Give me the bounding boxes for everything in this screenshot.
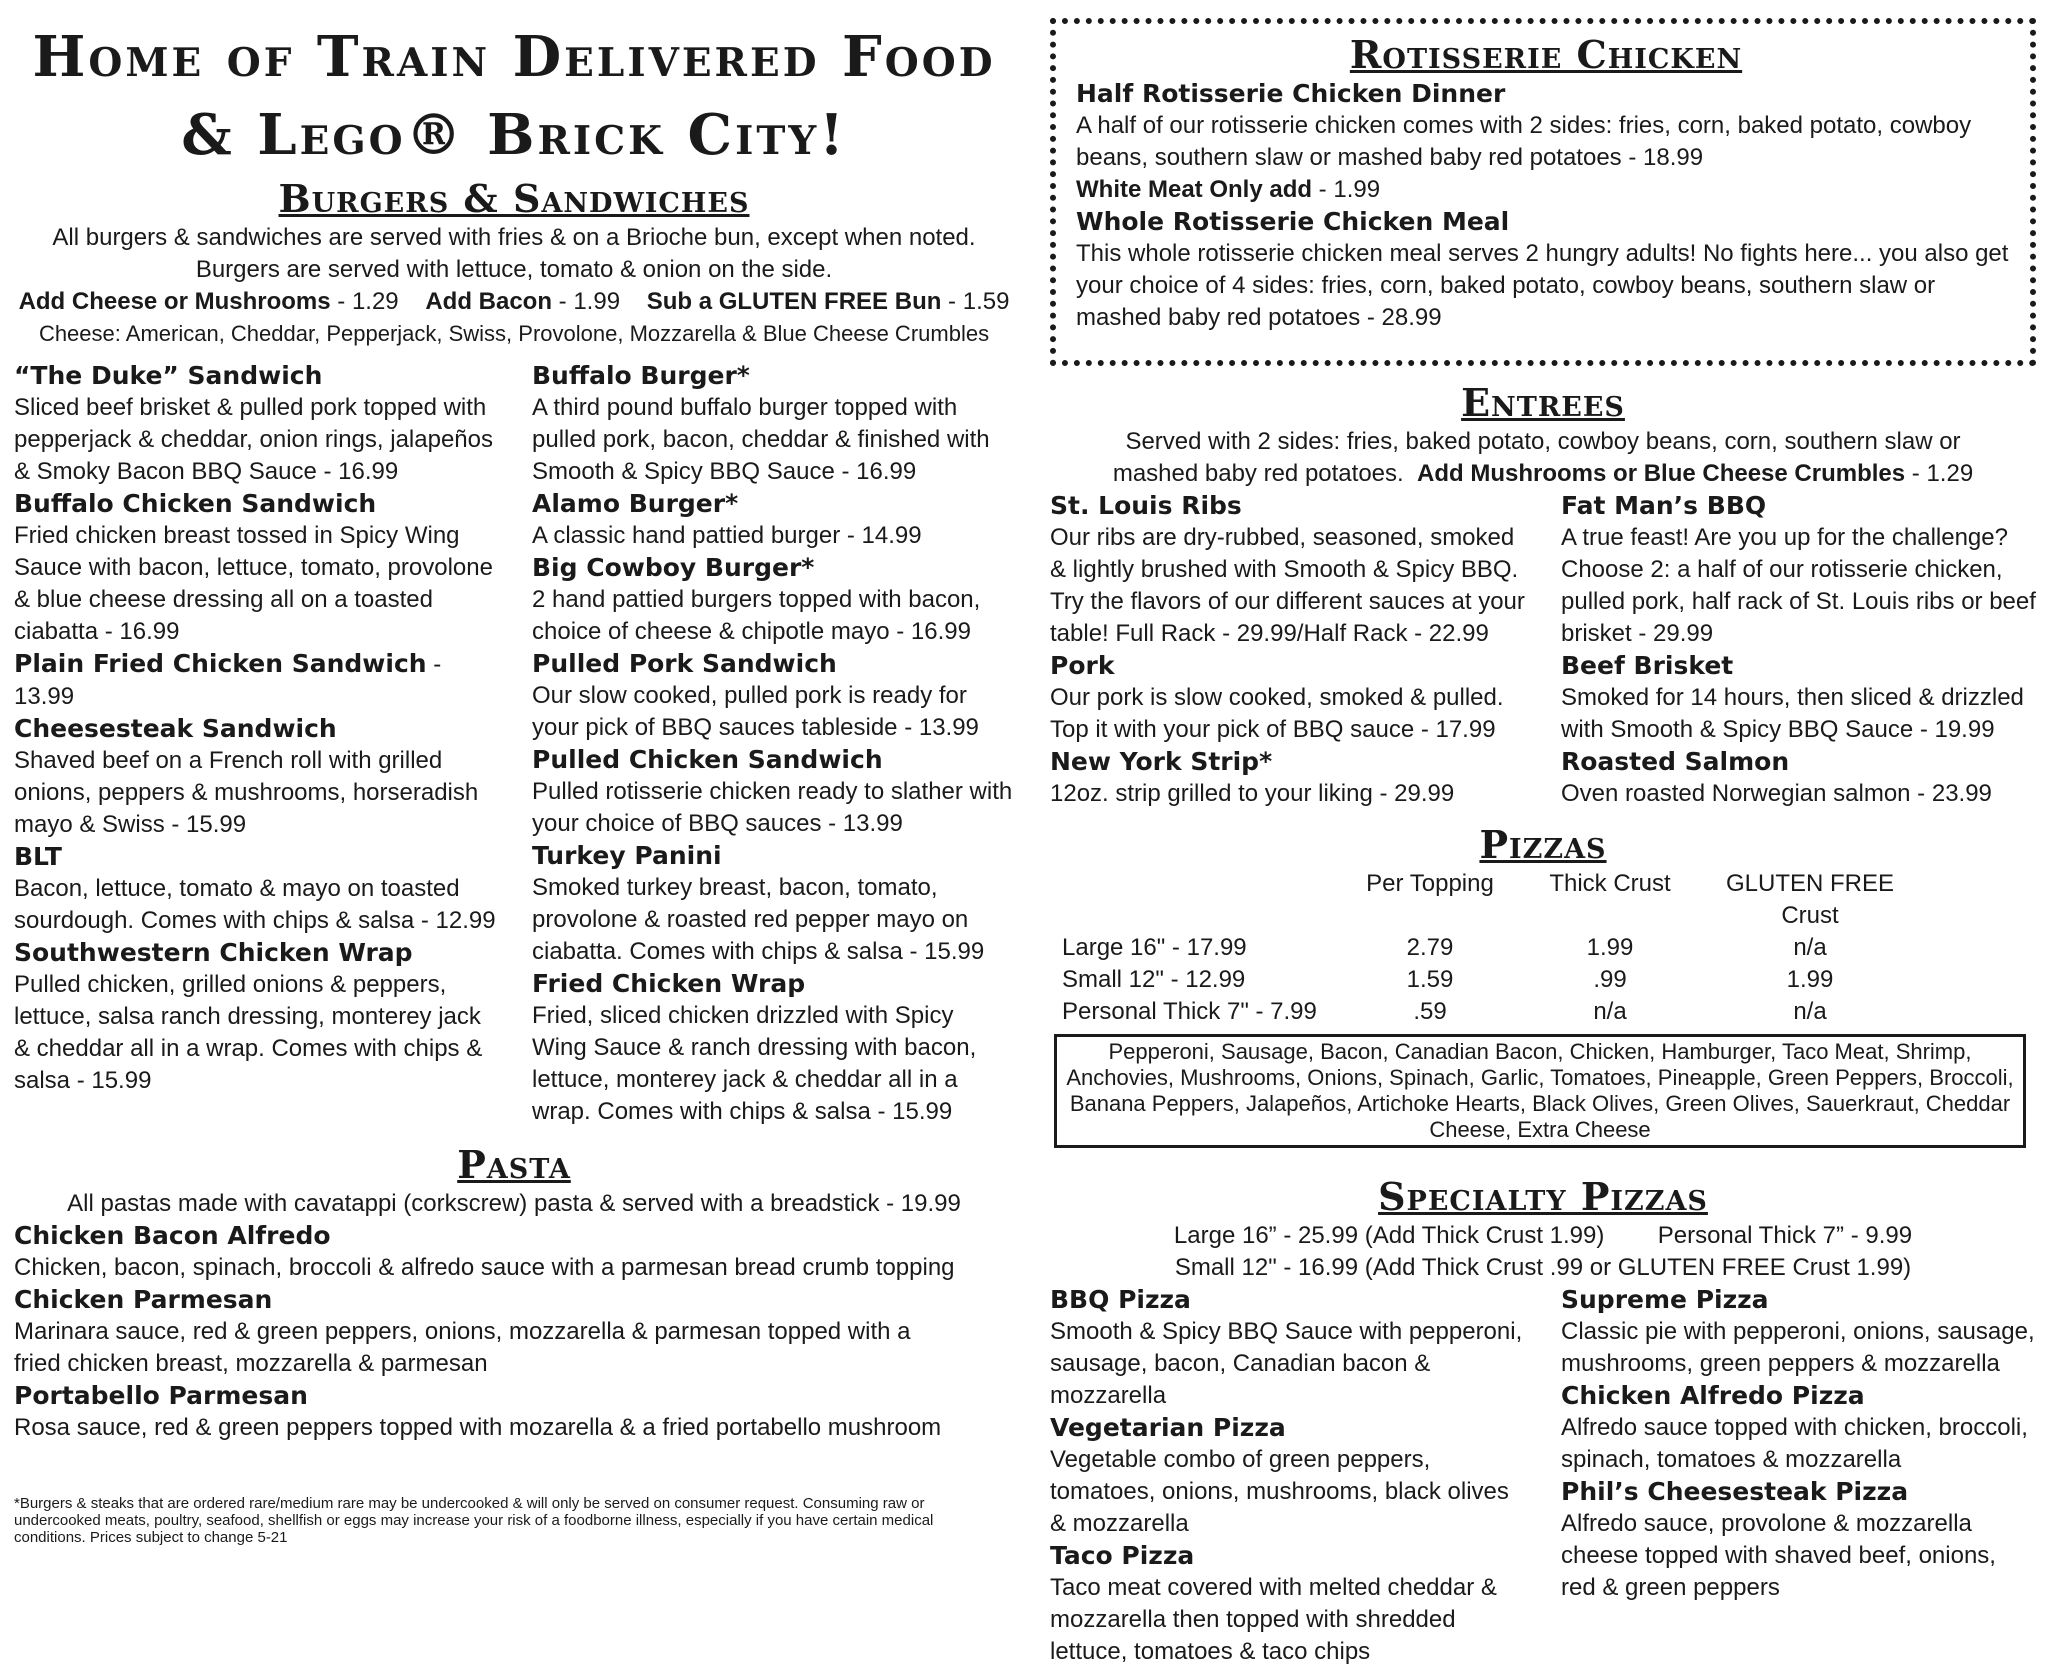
item-name: BLT xyxy=(14,842,62,871)
item-desc: Taco meat covered with melted cheddar & mozzarella then topped with shredded lettuce, tomatoes & taco chips xyxy=(1050,1574,1497,1665)
burgers-addons xyxy=(14,286,1014,318)
addon-bacon-price: - 1.99 xyxy=(552,288,621,315)
entrees-list-right xyxy=(1561,490,2036,810)
item-name: Roasted Salmon xyxy=(1561,747,1790,776)
item-desc: Oven roasted Norwegian salmon - 23.99 xyxy=(1561,780,1992,807)
item-desc: 2 hand pattied burgers topped with bacon, choice of cheese & chipotle mayo - 16.99 xyxy=(532,586,981,645)
table-row xyxy=(1050,996,2036,1028)
item-name: Whole Rotisserie Chicken Meal xyxy=(1076,207,1510,236)
entrees-intro-2 xyxy=(1050,458,2036,490)
item-desc: A third pound buffalo burger topped with pulled pork, bacon, cheddar & finished with Smooth & Spicy BBQ Sauce - 16.99 xyxy=(532,394,990,485)
pasta-list xyxy=(14,1220,1014,1444)
table-cell: 1.59 xyxy=(1406,966,1454,993)
menu-item xyxy=(14,1284,1014,1380)
menu-item xyxy=(1050,1284,1525,1412)
cheese-options: Cheese: American, Cheddar, Pepperjack, Swiss, Provolone, Mozzarella & Blue Cheese Crumbles xyxy=(38,321,990,346)
addon-price: - 1.99 xyxy=(1312,176,1381,203)
menu-item xyxy=(1050,490,1525,650)
entrees-list-left xyxy=(1050,490,1525,810)
entrees-intro-1: Served with 2 sides: fries, baked potato, cowboy beans, corn, southern slaw or xyxy=(1125,428,1961,455)
table-cell: 1.99 xyxy=(1586,934,1634,961)
specialty-list-left xyxy=(1050,1284,1525,1668)
item-name: Pork xyxy=(1050,651,1115,680)
specialty-prices-1 xyxy=(1050,1220,2036,1252)
item-name: Fat Man’s BBQ xyxy=(1561,491,1767,520)
addon-cheese-price: - 1.29 xyxy=(330,288,399,315)
table-header-cell: Per Topping xyxy=(1366,870,1494,897)
item-name: Big Cowboy Burger* xyxy=(532,553,815,582)
menu-item xyxy=(14,1220,1014,1284)
table-header-cell: Thick Crust xyxy=(1549,870,1671,897)
item-desc: Smooth & Spicy BBQ Sauce with pepperoni, sausage, bacon, Canadian bacon & mozzarella xyxy=(1050,1318,1523,1409)
item-name: Southwestern Chicken Wrap xyxy=(14,938,413,967)
table-cell: n/a xyxy=(1593,998,1627,1025)
entrees-intro-sides: mashed baby red potatoes. xyxy=(1112,460,1404,487)
menu-item xyxy=(1050,746,1525,810)
item-name: Buffalo Chicken Sandwich xyxy=(14,489,377,518)
table-cell: n/a xyxy=(1793,998,1827,1025)
item-desc: - 13.99 xyxy=(14,651,442,710)
item-desc: A classic hand pattied burger - 14.99 xyxy=(532,522,922,549)
menu-item xyxy=(532,488,1014,552)
item-desc: Smoked turkey breast, bacon, tomato, provolone & roasted red pepper mayo on ciabatta. Comes with chips & salsa - 15.99 xyxy=(532,874,985,965)
menu-item xyxy=(14,713,496,841)
item-name: Fried Chicken Wrap xyxy=(532,969,806,998)
table-cell: .99 xyxy=(1593,966,1627,993)
item-name: Supreme Pizza xyxy=(1561,1285,1769,1314)
item-name: Half Rotisserie Chicken Dinner xyxy=(1076,79,1506,108)
item-name: Taco Pizza xyxy=(1050,1541,1195,1570)
item-desc: Smoked for 14 hours, then sliced & drizzled with Smooth & Spicy BBQ Sauce - 19.99 xyxy=(1561,684,2024,743)
pizza-table-header xyxy=(1050,868,2036,932)
entrees-list xyxy=(1050,490,2036,810)
item-name: Turkey Panini xyxy=(532,841,722,870)
addon-bacon-name: Add Bacon xyxy=(425,288,552,315)
specialty-price-large: Large 16” - 25.99 (Add Thick Crust 1.99) xyxy=(1173,1222,1605,1249)
menu-item xyxy=(1561,1284,2036,1380)
menu-item xyxy=(1050,650,1525,746)
pizza-price-table xyxy=(1050,868,2036,1028)
left-column xyxy=(14,18,1014,1546)
item-name: Beef Brisket xyxy=(1561,651,1734,680)
item-desc: Our ribs are dry-rubbed, seasoned, smoked & lightly brushed with Smooth & Spicy BBQ. Try the flavors of our different sauces at your table! Full Rack - 29.99/Half Rack - 22.99 xyxy=(1050,524,1525,647)
item-name: Chicken Parmesan xyxy=(14,1285,273,1314)
item-name: Chicken Bacon Alfredo xyxy=(14,1221,331,1250)
table-row xyxy=(1050,964,2036,996)
item-name: Portabello Parmesan xyxy=(14,1381,308,1410)
addon-gf-bun-name: Sub a GLUTEN FREE Bun xyxy=(646,288,942,315)
item-desc: Vegetable combo of green peppers, tomatoes, onions, mushrooms, black olives & mozzarella xyxy=(1050,1446,1509,1537)
item-desc: Pulled rotisserie chicken ready to slather with your choice of BBQ sauces - 13.99 xyxy=(532,778,1013,837)
menu-item xyxy=(14,1380,1014,1444)
table-header-cell xyxy=(1050,868,1340,932)
menu-item xyxy=(532,552,1014,648)
item-desc: A half of our rotisserie chicken comes with 2 sides: fries, corn, baked potato, cowboy beans, southern slaw or mashed baby red potatoes - 18.99 xyxy=(1076,112,1972,171)
white-meat-addon xyxy=(1076,174,2016,206)
item-name: Vegetarian Pizza xyxy=(1050,1413,1286,1442)
item-desc: Pulled chicken, grilled onions & peppers, lettuce, salsa ranch dressing, monterey jack & cheddar all in a wrap. Comes with chips & salsa - 15.99 xyxy=(14,971,483,1094)
menu-item xyxy=(532,840,1014,968)
item-desc: Marinara sauce, red & green peppers, onions, mozzarella & parmesan topped with a fried chicken breast, mozzarella & parmesan xyxy=(14,1318,911,1377)
addon-gf-bun-price: - 1.59 xyxy=(941,288,1010,315)
menu-item xyxy=(14,841,496,937)
item-desc: Shaved beef on a French roll with grilled onions, peppers & mushrooms, horseradish mayo & Swiss - 15.99 xyxy=(14,747,479,838)
pizzas-title: Pizzas xyxy=(1479,822,1607,867)
entrees-title: Entrees xyxy=(1461,380,1625,425)
burgers-list-left xyxy=(14,360,496,1128)
menu-item xyxy=(1561,650,2036,746)
table-cell: 1.99 xyxy=(1786,966,1834,993)
rotisserie-title: Rotisserie Chicken xyxy=(1349,32,1743,77)
item-name: Alamo Burger* xyxy=(532,489,739,518)
pasta-title: Pasta xyxy=(457,1142,571,1187)
menu-item xyxy=(1050,1412,1525,1540)
item-name: St. Louis Ribs xyxy=(1050,491,1242,520)
menu-item xyxy=(14,360,496,488)
table-cell: .59 xyxy=(1413,998,1447,1025)
specialty-list-right xyxy=(1561,1284,2036,1668)
burgers-title: Burgers & Sandwiches xyxy=(278,176,750,221)
table-header-cell: GLUTEN FREE Crust xyxy=(1725,870,1895,929)
menu-item xyxy=(1561,1476,2036,1604)
specialty-pizzas-title: Specialty Pizzas xyxy=(1378,1174,1708,1219)
item-desc: Our pork is slow cooked, smoked & pulled. Top it with your pick of BBQ sauce - 17.99 xyxy=(1050,684,1504,743)
menu-item xyxy=(14,937,496,1097)
banner-line-1: Home of Train Delivered Food xyxy=(32,24,996,90)
specialty-price-small: Small 12" - 16.99 (Add Thick Crust .99 or GLUTEN FREE Crust 1.99) xyxy=(1174,1254,1912,1281)
table-cell: n/a xyxy=(1793,934,1827,961)
table-cell: Small 12" - 12.99 xyxy=(1062,966,1246,993)
burgers-list-right xyxy=(532,360,1014,1128)
menu-item xyxy=(1561,1380,2036,1476)
table-cell: 2.79 xyxy=(1406,934,1454,961)
burgers-intro-2: Burgers are served with lettuce, tomato & onion on the side. xyxy=(195,256,833,283)
addon-cheese-name: Add Cheese or Mushrooms xyxy=(18,288,331,315)
rotisserie-box xyxy=(1050,18,2036,366)
item-name: New York Strip* xyxy=(1050,747,1273,776)
pasta-intro: All pastas made with cavatappi (corkscrew) pasta & served with a breadstick - 19.99 xyxy=(67,1190,961,1217)
item-desc: A true feast! Are you up for the challenge? Choose 2: a half of our rotisserie chicken, pulled pork, half rack of St. Louis ribs or beef brisket - 29.99 xyxy=(1561,524,2036,647)
addon-name: White Meat Only add xyxy=(1076,176,1313,203)
item-desc: Rosa sauce, red & green peppers topped with mozarella & a fried portabello mushroom xyxy=(14,1414,942,1441)
specialty-list xyxy=(1050,1284,2036,1668)
table-row xyxy=(1050,932,2036,964)
footnote: *Burgers & steaks that are ordered rare/medium rare may be undercooked & will only be served on consumer request. Consuming raw or undercooked meats, poultry, seafood, shellfish or eggs may increase your risk of a foodborne illness, especially if you have certain medical conditions. Prices subject to change 5-21 xyxy=(14,1495,934,1546)
menu-item xyxy=(532,744,1014,840)
item-desc: Sliced beef brisket & pulled pork topped with pepperjack & cheddar, onion rings, jalapeños & Smoky Bacon BBQ Sauce - 16.99 xyxy=(14,394,493,485)
banner-line-2: & Lego® Brick City! xyxy=(181,102,847,168)
item-name: Pulled Chicken Sandwich xyxy=(532,745,883,774)
item-desc: Fried chicken breast tossed in Spicy Wing Sauce with bacon, lettuce, tomato, provolone & blue cheese dressing all on a toasted ciabatta - 16.99 xyxy=(14,522,493,645)
table-cell: Large 16" - 17.99 xyxy=(1062,934,1247,961)
item-desc: Our slow cooked, pulled pork is ready for your pick of BBQ sauces tableside - 13.99 xyxy=(532,682,979,741)
entrees-addon-price: - 1.29 xyxy=(1905,460,1974,487)
item-desc: Alfredo sauce, provolone & mozzarella cheese topped with shaved beef, onions, red & green peppers xyxy=(1561,1510,1996,1601)
item-desc: Alfredo sauce topped with chicken, broccoli, spinach, tomatoes & mozzarella xyxy=(1561,1414,2028,1473)
item-desc: 12oz. strip grilled to your liking - 29.99 xyxy=(1050,780,1455,807)
item-name: Chicken Alfredo Pizza xyxy=(1561,1381,1865,1410)
item-desc: Bacon, lettuce, tomato & mayo on toasted sourdough. Comes with chips & salsa - 12.99 xyxy=(14,875,496,934)
item-name: Pulled Pork Sandwich xyxy=(532,649,837,678)
burgers-intro-1: All burgers & sandwiches are served with fries & on a Brioche bun, except when noted. xyxy=(52,224,976,251)
menu-item xyxy=(532,360,1014,488)
toppings-box: Pepperoni, Sausage, Bacon, Canadian Bacon, Chicken, Hamburger, Taco Meat, Shrimp, Anchovies, Mushrooms, Onions, Spinach, Garlic, Tomatoes, Pineapple, Green Peppers, Broccoli, Banana Peppers, Jalapeños, Artichoke Hearts, Black Olives, Green Olives, Sauerkraut, Cheddar Cheese, Extra Cheese xyxy=(1054,1034,2026,1148)
item-name: Phil’s Cheesesteak Pizza xyxy=(1561,1477,1909,1506)
item-name: Cheesesteak Sandwich xyxy=(14,714,337,743)
menu-item xyxy=(1561,746,2036,810)
burgers-list xyxy=(14,360,1014,1128)
item-desc: Fried, sliced chicken drizzled with Spicy Wing Sauce & ranch dressing with bacon, lettuce, monterey jack & cheddar all in a wrap. Comes with chips & salsa - 15.99 xyxy=(532,1002,977,1125)
specialty-price-personal: Personal Thick 7” - 9.99 xyxy=(1657,1222,1913,1249)
menu-item xyxy=(1561,490,2036,650)
menu-item xyxy=(14,488,496,648)
item-name: Buffalo Burger* xyxy=(532,361,750,390)
menu-item xyxy=(14,648,496,713)
menu-item xyxy=(532,968,1014,1128)
item-name: Plain Fried Chicken Sandwich xyxy=(14,649,427,678)
menu-item xyxy=(532,648,1014,744)
menu-item xyxy=(1050,1540,1525,1668)
item-name: BBQ Pizza xyxy=(1050,1285,1191,1314)
item-desc: Classic pie with pepperoni, onions, sausage, mushrooms, green peppers & mozzarella xyxy=(1561,1318,2035,1377)
item-desc: Chicken, bacon, spinach, broccoli & alfredo sauce with a parmesan bread crumb topping xyxy=(14,1254,955,1281)
item-name: “The Duke” Sandwich xyxy=(14,361,323,390)
item-desc: This whole rotisserie chicken meal serves 2 hungry adults! No fights here... you also get your choice of 4 sides: fries, corn, baked potato, cowboy beans, southern slaw or mashed baby red potatoes - 28.99 xyxy=(1076,240,2009,331)
table-cell: Personal Thick 7" - 7.99 xyxy=(1062,998,1317,1025)
right-column xyxy=(1050,18,2036,1665)
entrees-addon-name: Add Mushrooms or Blue Cheese Crumbles xyxy=(1417,460,1906,487)
